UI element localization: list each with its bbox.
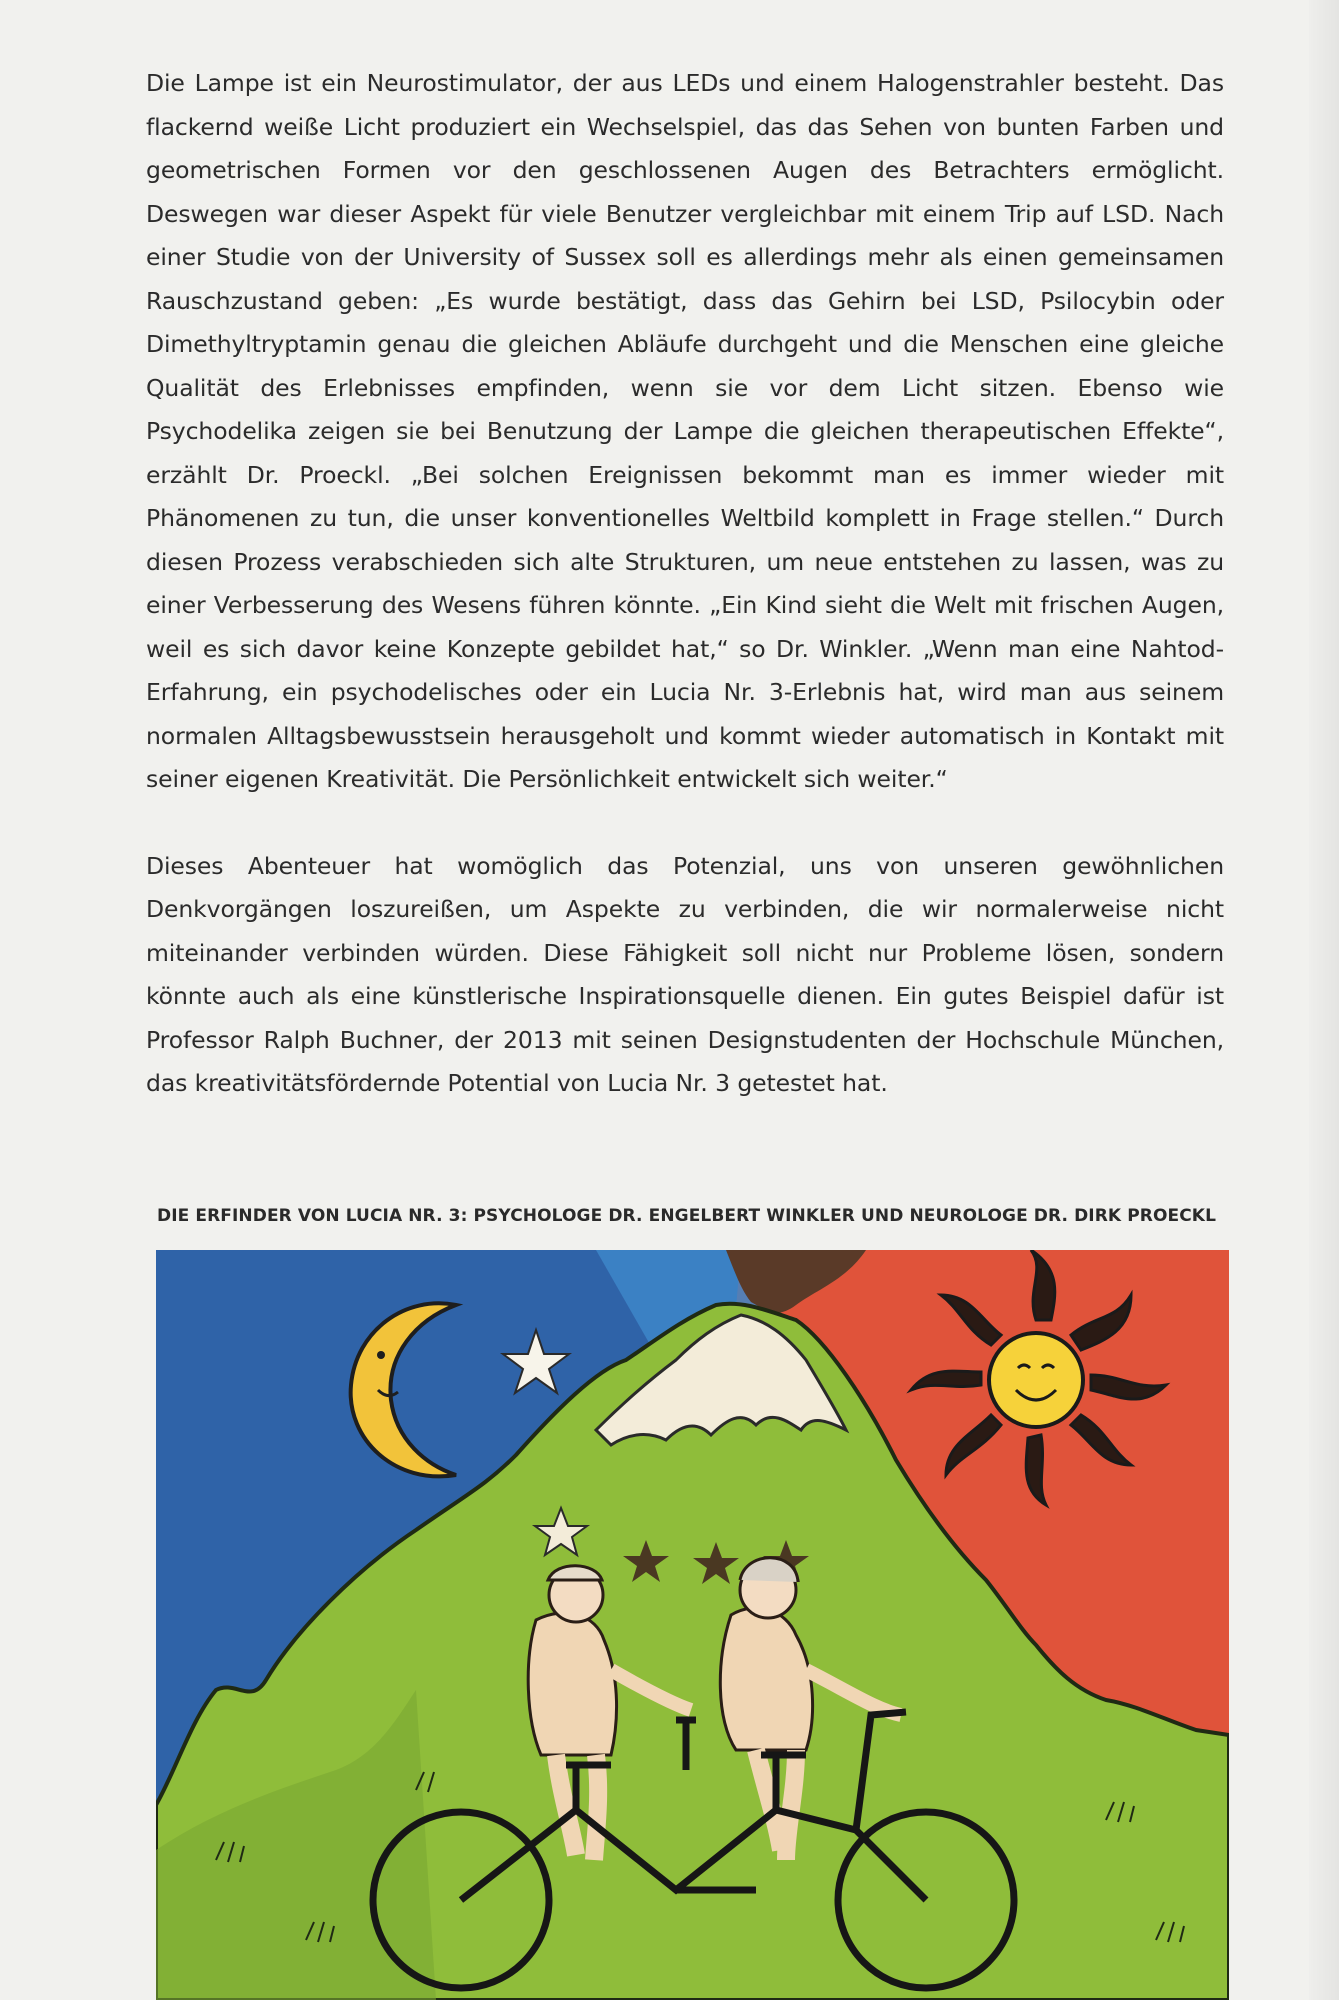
article-paragraph-1: Die Lampe ist ein Neurostimulator, der aus LEDs und einem Halogenstrahler besteht. Das flackernd weiße Licht produziert ein Wechselspiel, das das Sehen von bunten Farben und geometrischen Formen vor den geschlossenen Augen des Betrachters ermöglicht. Deswegen war dieser Aspekt für viele Benutzer vergleichbar mit einem Trip auf LSD. Nach einer Studie von der University of Sussex soll es allerdings mehr als einen gemeinsamen Rauschzustand geben: „Es wurde bestätigt, dass das Gehirn bei LSD, Psilocybin oder Dimethyltryptamin genau die gleichen Abläufe durchgeht und die Menschen eine gleiche Qualität des Erlebnisses empfinden, wenn sie vor dem Licht sitzen. Ebenso wie Psychodelika zeigen sie bei Benutzung der Lampe die gleichen therapeutischen Effekte“, erzählt Dr. Proeckl. „Bei solchen Ereignissen bekommt man es immer wieder mit Phänomenen zu tun, die unser konventionelles Weltbild komplett in Frage stellen.“ Durch diesen Prozess verabschieden sich alte Strukturen, um neue entstehen zu lassen, was zu einer Verbesserung des Wesens führen könnte. „Ein Kind sieht die Welt mit frischen Augen, weil es sich davor keine Konzepte gebildet hat,“ so Dr. Winkler. „Wenn man eine Nahtod-Erfahrung, ein psychodelisches oder ein Lucia Nr. 3-Erlebnis hat, wird man aus seinem normalen Alltagsbewusstsein herausgeholt und kommt wieder automatisch in Kontakt mit seiner eigenen Kreativität. Die Persönlichkeit entwickelt sich weiter.“	[146, 69, 1224, 793]
figure-caption: DIE ERFINDER VON LUCIA NR. 3: PSYCHOLOGE DR. ENGELBERT WINKLER UND NEUROLOGE DR. DIRK PROECKL	[157, 1206, 1217, 1226]
page-edge	[1309, 0, 1339, 2000]
article-body	[146, 62, 1224, 1106]
article-paragraph-2: Dieses Abenteuer hat womöglich das Potenzial, uns von unseren gewöhnlichen Denkvorgängen loszureißen, um Aspekte zu verbinden, die wir normalerweise nicht miteinander verbinden würden. Diese Fähigkeit soll nicht nur Probleme lösen, sondern könnte auch als eine künstlerische Inspirationsquelle dienen. Ein gutes Beispiel dafür ist Professor Ralph Buchner, der 2013 mit seinen Designstudenten der Hochschule München, das kreativitätsfördernde Potential von Lucia Nr. 3 getestet hat.	[146, 851, 1224, 1097]
bicycle-day-illustration	[156, 1250, 1229, 2000]
moon-eye	[377, 1351, 385, 1359]
